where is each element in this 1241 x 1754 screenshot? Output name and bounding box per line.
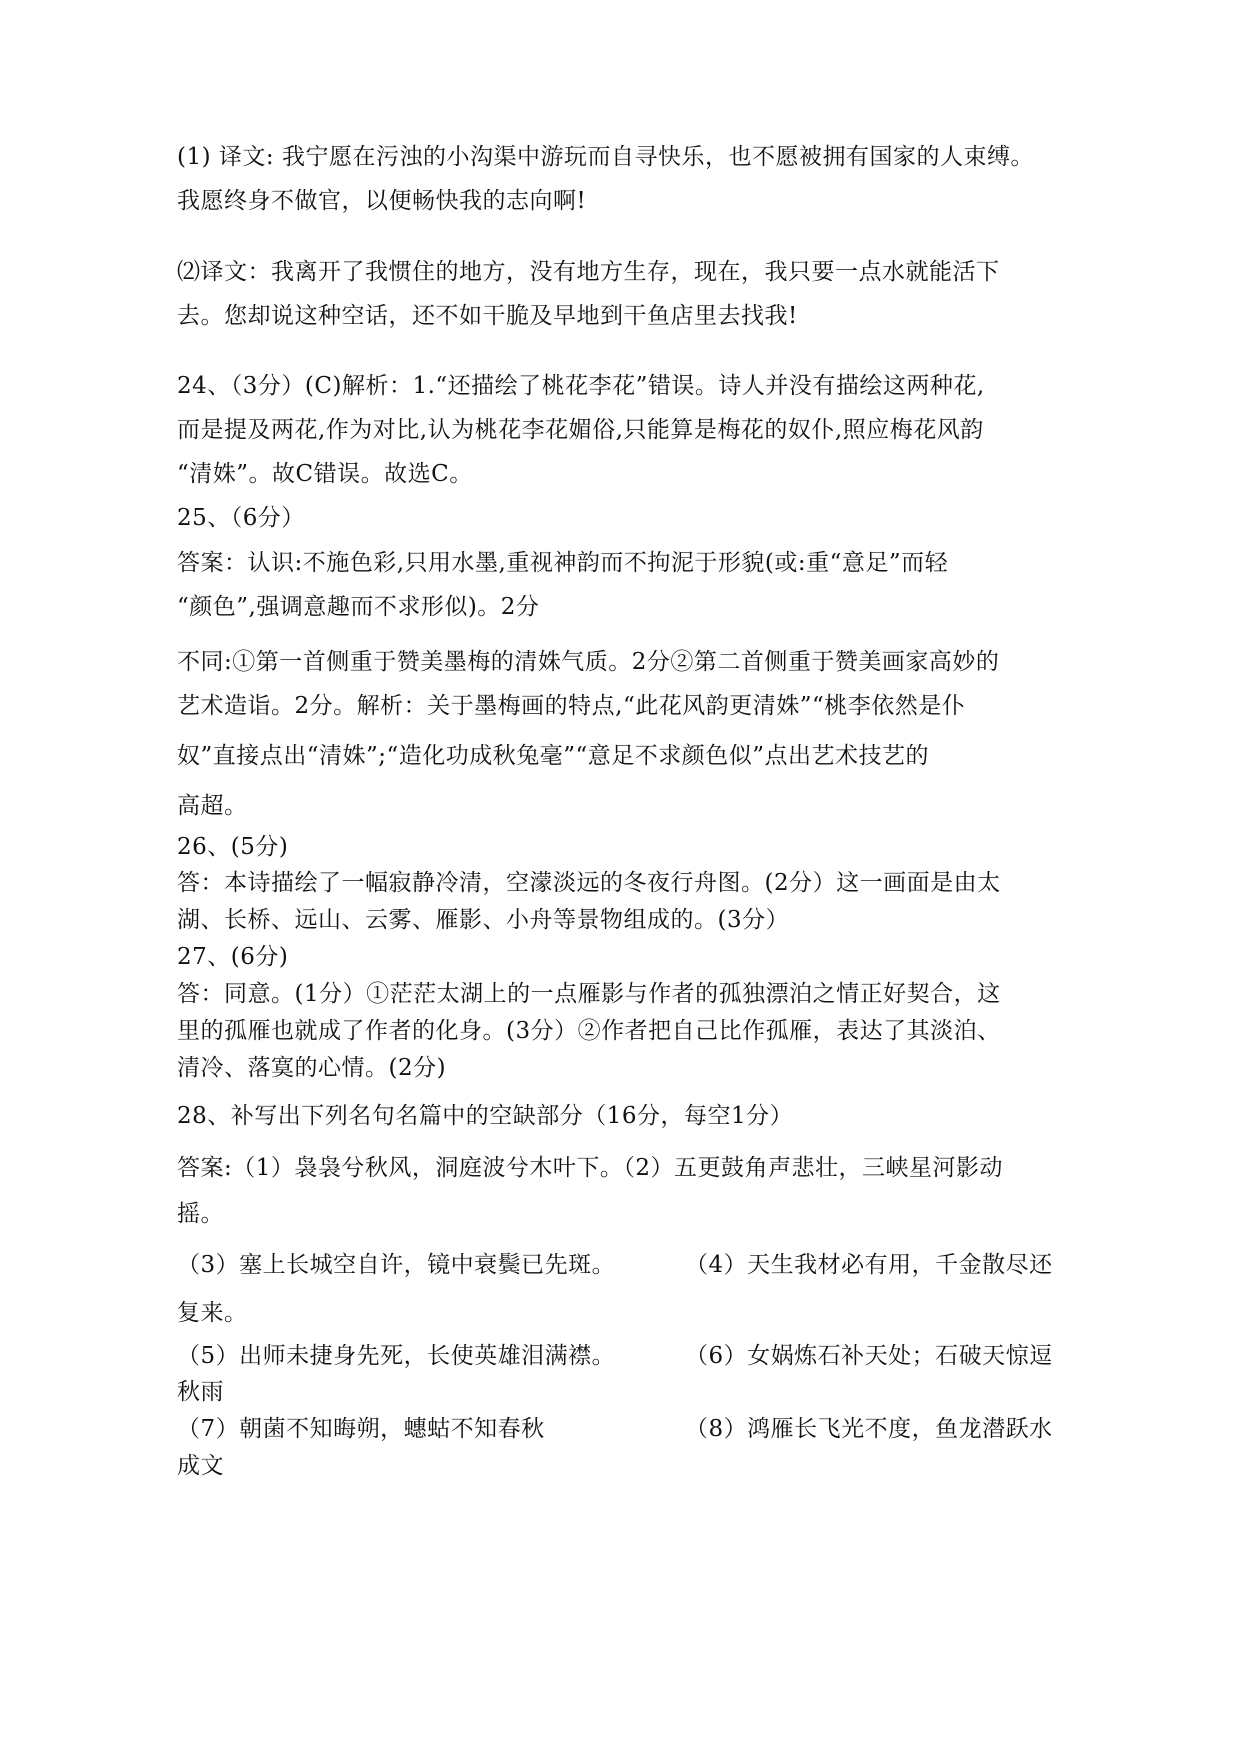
text-line: 答：本诗描绘了一幅寂静冷清，空濛淡远的冬夜行舟图。(2分）这一画面是由太 bbox=[177, 870, 1001, 896]
text-line: 复来。 bbox=[177, 1300, 248, 1326]
text-line: 奴”直接点出“清姝”;“造化功成秋兔毫”“意足不求颜色似”点出艺术技艺的 bbox=[177, 743, 930, 769]
text-line: 答案：认识:不施色彩,只用水墨,重视神韵而不拘泥于形貌(或:重“意足”而轻 bbox=[177, 550, 949, 576]
text-line-right: （4）天生我材必有用，千金散尽还 bbox=[685, 1252, 1053, 1278]
section-heading: 27、(6分) bbox=[177, 944, 289, 970]
text-line: 成文 bbox=[177, 1453, 224, 1479]
text-line: 清冷、落寞的心情。(2分) bbox=[177, 1055, 447, 1081]
text-line: 去。您却说这种空话，还不如干脆及早地到干鱼店里去找我! bbox=[177, 303, 798, 329]
text-line: （7）朝菌不知晦朔，蟪蛄不知春秋 bbox=[177, 1416, 545, 1442]
text-line: 秋雨 bbox=[177, 1379, 224, 1405]
section-heading: 25、（6分） bbox=[177, 505, 305, 531]
section-heading: 28、补写出下列名句名篇中的空缺部分（16分，每空1分） bbox=[177, 1103, 794, 1129]
text-line: (1) 译文: 我宁愿在污浊的小沟渠中游玩而自寻快乐，也不愿被拥有国家的人束缚。 bbox=[177, 144, 1034, 170]
text-line: 答案:（1）袅袅兮秋风，洞庭波兮木叶下。（2）五更鼓角声悲壮，三峡星河影动 bbox=[177, 1155, 1004, 1181]
text-line: 艺术造诣。2分。解析：关于墨梅画的特点,“此花风韵更清姝”“桃李依然是仆 bbox=[177, 693, 966, 719]
text-line: 而是提及两花,作为对比,认为桃花李花媚俗,只能算是梅花的奴仆,照应梅花风韵 bbox=[177, 417, 984, 443]
text-line-right: （6）女娲炼石补天处；石破天惊逗 bbox=[685, 1343, 1053, 1369]
text-line-right: （8）鸿雁长飞光不度，鱼龙潜跃水 bbox=[685, 1416, 1053, 1442]
text-line: 答：同意。(1分）①茫茫太湖上的一点雁影与作者的孤独漂泊之情正好契合，这 bbox=[177, 981, 1001, 1007]
text-line: ⑵译文：我离开了我惯住的地方，没有地方生存，现在，我只要一点水就能活下 bbox=[177, 259, 1000, 285]
text-line: 湖、长桥、远山、云雾、雁影、小舟等景物组成的。(3分） bbox=[177, 907, 790, 933]
text-line: 24、（3分）(C)解析：1.“还描绘了桃花李花”错误。诗人并没有描绘这两种花, bbox=[177, 373, 985, 399]
text-line: “颜色”,强调意趣而不求形似)。2分 bbox=[177, 594, 540, 620]
text-line: “清姝”。故C错误。故选C。 bbox=[177, 461, 473, 487]
text-line: （5）出师未捷身先死，长使英雄泪满襟。 bbox=[177, 1343, 616, 1369]
text-line: 我愿终身不做官，以便畅快我的志向啊! bbox=[177, 188, 587, 214]
text-line: 摇。 bbox=[177, 1201, 224, 1227]
section-heading: 26、(5分) bbox=[177, 834, 289, 860]
text-line: 里的孤雁也就成了作者的化身。(3分）②作者把自己比作孤雁，表达了其淡泊、 bbox=[177, 1018, 1001, 1044]
text-line: 高超。 bbox=[177, 793, 248, 819]
text-line: （3）塞上长城空自许，镜中衰鬓已先斑。 bbox=[177, 1252, 616, 1278]
text-line: 不同:①第一首侧重于赞美墨梅的清姝气质。2分②第二首侧重于赞美画家高妙的 bbox=[177, 649, 1000, 675]
